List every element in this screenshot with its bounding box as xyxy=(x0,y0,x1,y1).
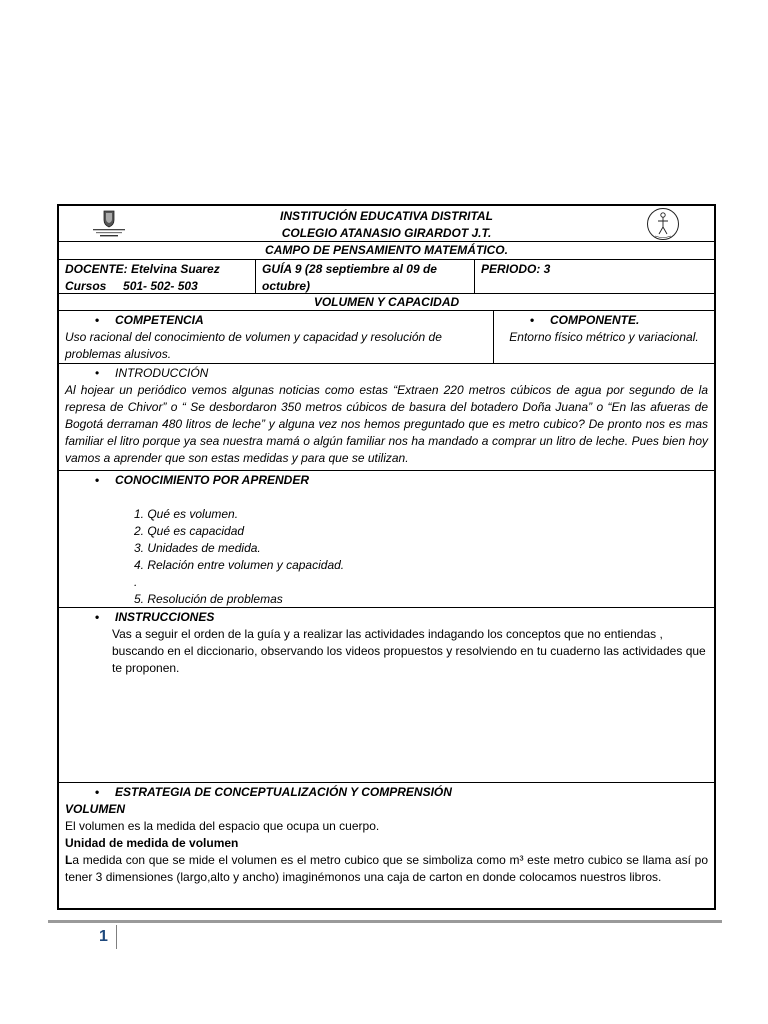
instructions-section xyxy=(59,608,714,783)
component-cell xyxy=(494,311,714,363)
competence-row xyxy=(59,311,714,364)
list-item: 5. Resolución de problemas xyxy=(134,592,283,606)
list-item: 4. Relación entre volumen y capacidad. xyxy=(134,558,345,572)
courses: Cursos 501- 502- 503 xyxy=(65,279,198,293)
list-item: . xyxy=(134,575,138,589)
teacher-name: DOCENTE: Etelvina Suarez xyxy=(65,262,220,276)
knowledge-section xyxy=(59,471,714,608)
school-name xyxy=(59,208,714,242)
volume-unit-text: La medida con que se mide el volumen es el metro cubico que se simboliza como m³ este metro cubico se llama así po tener 3 dimensiones (largo,alto y ancho) imaginémonos una caja de carton en donde colocamos nuestros libros. xyxy=(65,853,708,884)
strategy-section xyxy=(59,783,714,908)
introduction-text: Al hojear un periódico vemos algunas noticias como estas “Extraen 220 metros cúbicos de agua por segundo de la represa de Chivor” o “ Se desbordaron 350 metros cúbicos de basura del botadero Doña Juana” o “En las afueras de Bogotá derraman 480 litros de leche” y alguna vez nos hemos preguntado que es metro cubico? De pronto nos es mas familiar el litro porque ya sea nuestra mamá o algún familiar nos ha mandado a comprar un litro de leche. Pues bien hoy vamos a aprender que son estas medidas y para que se utilizan. xyxy=(65,383,708,465)
school-crest-icon xyxy=(646,207,680,241)
introduction-heading: • INTRODUCCIÓN xyxy=(65,365,708,382)
learning-guide-table xyxy=(57,204,716,910)
header-row xyxy=(59,206,714,242)
guide-cell: GUÍA 9 (28 septiembre al 09 de octubre) xyxy=(256,260,475,293)
component-text: Entorno físico métrico y variacional. xyxy=(509,330,699,344)
list-item: 1. Qué es volumen. xyxy=(134,507,239,521)
page-number: 1 xyxy=(99,928,108,945)
page-number-separator xyxy=(116,925,117,949)
knowledge-list xyxy=(65,506,708,608)
competence-cell xyxy=(59,311,494,363)
info-row xyxy=(59,260,714,294)
instructions-heading: • INSTRUCCIONES xyxy=(65,609,708,626)
volume-definition: El volumen es la medida del espacio que ocupa un cuerpo. xyxy=(65,819,380,833)
competence-heading: • COMPETENCIA xyxy=(65,312,487,329)
period-cell: PERIODO: 3 xyxy=(481,262,551,276)
school-line-1: INSTITUCIÓN EDUCATIVA DISTRITAL xyxy=(280,209,493,223)
field-title: CAMPO DE PENSAMIENTO MATEMÁTICO. xyxy=(59,242,714,260)
knowledge-heading: • CONOCIMIENTO POR APRENDER xyxy=(65,472,708,489)
competence-text: Uso racional del conocimiento de volumen y capacidad y resolución de problemas alusivos. xyxy=(65,330,442,361)
school-line-2: COLEGIO ATANASIO GIRARDOT J.T. xyxy=(281,226,492,240)
component-heading: • COMPONENTE. xyxy=(500,312,708,329)
strategy-heading: • ESTRATEGIA DE CONCEPTUALIZACIÓN Y COMPRENSIÓN xyxy=(65,784,708,801)
list-item: 3. Unidades de medida. xyxy=(134,541,261,555)
teacher-cell xyxy=(59,260,256,293)
introduction-section xyxy=(59,364,714,471)
instructions-text: Vas a seguir el orden de la guía y a realizar las actividades indagando los conceptos que no entiendas , buscando en el diccionario, observando los videos propuestos y resolviendo en tu cuaderno las actividades que te proponen. xyxy=(112,627,706,675)
volume-unit-title: Unidad de medida de volumen xyxy=(65,836,239,850)
list-item: 2. Qué es capacidad xyxy=(134,524,245,538)
footer-rule xyxy=(48,920,722,923)
volume-subtitle: VOLUMEN xyxy=(65,802,125,816)
topic-title: VOLUMEN Y CAPACIDAD xyxy=(59,294,714,311)
